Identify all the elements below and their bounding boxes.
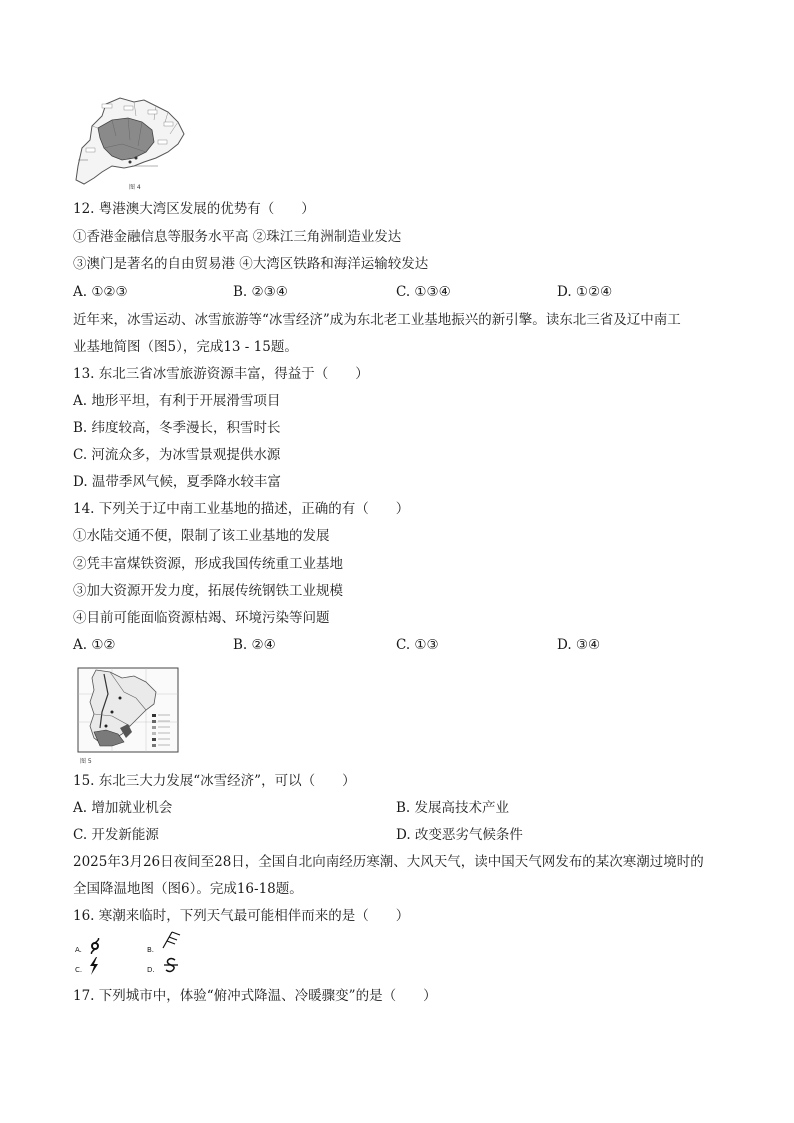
question-12-option-d[interactable]: D. ①②④: [557, 284, 613, 300]
question-13-option-c[interactable]: C. 河流众多，为冰雪景观提供水源: [73, 447, 281, 463]
question-13-option-a[interactable]: A. 地形平坦，有利于开展滑雪项目: [73, 393, 281, 409]
question-17-stem: 17. 下列城市中，体验“俯冲式降温、冷暖骤变”的是（ ）: [73, 988, 437, 1004]
figure-5-caption: 图 5: [80, 758, 92, 765]
question-14-option-d[interactable]: D. ③④: [557, 637, 601, 653]
question-14-option-b[interactable]: B. ②④: [233, 637, 276, 653]
figure-4-caption: 图 4: [129, 184, 141, 191]
material-intro-16-18-line-1: 2025年3月26日夜间至28日，全国自北向南经历寒潮、大风天气，读中国天气网发布的某次寒潮过境时的: [73, 854, 704, 870]
question-13-stem: 13. 东北三省冰雪旅游资源丰富，得益于（ ）: [73, 366, 369, 382]
question-15-option-a[interactable]: A. 增加就业机会: [73, 800, 173, 816]
question-12-option-c[interactable]: C. ①③④: [396, 284, 451, 300]
question-12-statement-line-2: ③澳门是著名的自由贸易港 ④大湾区铁路和海洋运输较发达: [73, 256, 429, 272]
question-12-statement-line-1: ①香港金融信息等服务水平高 ②珠江三角洲制造业发达: [73, 229, 402, 245]
material-intro-13-15-line-2: 业基地简图（图5），完成13 - 15题。: [73, 339, 298, 355]
question-15-option-b[interactable]: B. 发展高技术产业: [396, 800, 510, 816]
question-14-item-3: ③加大资源开发力度，拓展传统钢铁工业规模: [73, 583, 343, 599]
option-a-label: A.: [75, 946, 82, 954]
option-d-label: D.: [147, 966, 155, 974]
question-13-option-b[interactable]: B. 纬度较高，冬季漫长，积雪时长: [73, 420, 281, 436]
sandstorm-symbol-icon: [163, 957, 179, 973]
question-15-stem: 15. 东北三大力发展“冰雪经济”，可以（ ）: [73, 773, 356, 789]
question-12-option-b[interactable]: B. ②③④: [233, 284, 288, 300]
material-intro-13-15-line-1: 近年来，冰雪运动、冰雪旅游等“冰雪经济”成为东北老工业基地振兴的新引擎。读东北三省及辽中南工: [73, 312, 681, 328]
northeast-china-map-image: [72, 664, 184, 766]
question-14-stem: 14. 下列关于辽中南工业基地的描述，正确的有（ ）: [73, 501, 410, 517]
question-14-option-a[interactable]: A. ①②: [73, 637, 116, 653]
question-14-item-2: ②凭丰富煤铁资源，形成我国传统重工业基地: [73, 556, 343, 572]
thunderstorm-symbol-icon: [88, 957, 100, 975]
typhoon-symbol-icon: [88, 938, 102, 954]
question-12-stem: 12. 粤港澳大湾区发展的优势有（ ）: [73, 201, 315, 217]
question-15-option-d[interactable]: D. 改变恶劣气候条件: [396, 827, 523, 843]
question-14-item-4: ④目前可能面临资源枯竭、环境污染等问题: [73, 610, 330, 626]
question-13-option-d[interactable]: D. 温带季风气候，夏季降水较丰富: [73, 474, 281, 490]
question-12-option-a[interactable]: A. ①②③: [73, 284, 128, 300]
option-c-label: C.: [75, 966, 83, 974]
guangdong-map-image: [72, 96, 192, 190]
wind-symbol-icon: [160, 930, 182, 950]
material-intro-16-18-line-2: 全国降温地图（图6）。完成16-18题。: [73, 881, 303, 897]
option-b-label: B.: [147, 946, 155, 954]
question-14-option-c[interactable]: C. ①③: [396, 637, 439, 653]
question-15-option-c[interactable]: C. 开发新能源: [73, 827, 159, 843]
question-14-item-1: ①水陆交通不便，限制了该工业基地的发展: [73, 528, 330, 544]
question-16-stem: 16. 寒潮来临时，下列天气最可能相伴而来的是（ ）: [73, 908, 410, 924]
figure-5-map: [72, 664, 184, 766]
figure-4-map: [72, 96, 192, 190]
